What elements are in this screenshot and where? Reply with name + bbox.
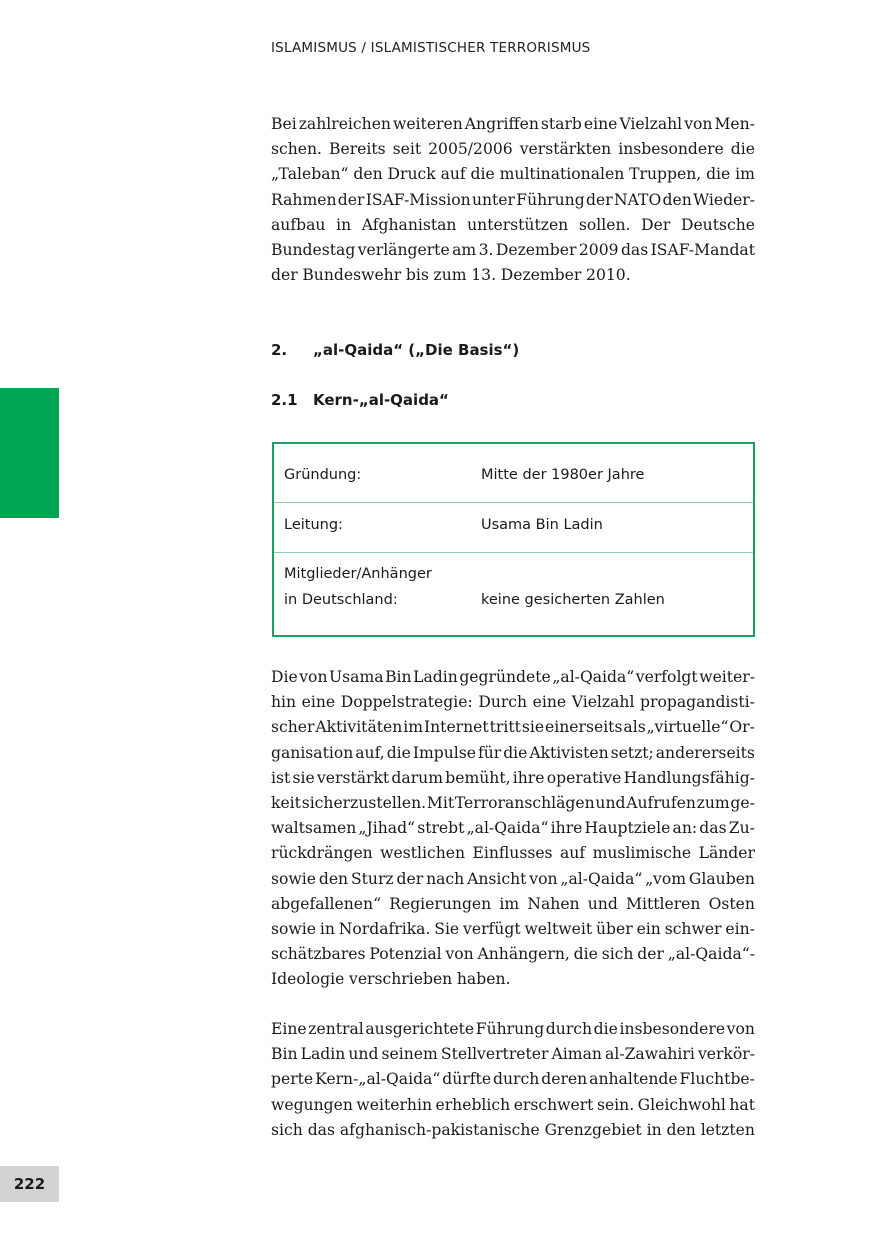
organization-info-table [272, 442, 755, 637]
members-label-line1: Mitglieder/Anhänger [284, 566, 432, 582]
text-line: sowie in Nordafrika. Sie verfügt weltweit über ein schwer ein- [271, 919, 755, 938]
text-line: sowie den Sturz der nach Ansicht von „al-Qaida“ „vom Glauben [271, 869, 755, 888]
members-value: keine gesicherten Zahlen [481, 592, 665, 608]
text-line: waltsamen „Jihad“ strebt „al-Qaida“ ihre Hauptziele an: das Zu- [271, 819, 755, 838]
founding-label: Gründung: [284, 467, 362, 483]
members-label [284, 561, 432, 613]
text-line: rückdrängen westlichen Einflusses auf muslimische Länder [271, 844, 755, 863]
text-line: der Bundeswehr bis zum 13. Dezember 2010. [271, 266, 631, 285]
text-line: Bundestag verlängerte am 3. Dezember 2009 das ISAF-Mandat [271, 240, 755, 259]
paragraph-al-qaida-strategy [271, 665, 755, 992]
subsection-number: 2.1 [271, 391, 298, 409]
text-line: ist sie verstärkt darum bemüht, ihre operative Handlungsfähig- [271, 768, 755, 787]
section-color-tab [0, 388, 59, 518]
text-line: abgefallenen“ Regierungen im Nahen und Mittleren Osten [271, 894, 755, 913]
info-row-founding [274, 444, 753, 503]
section-number: 2. [271, 341, 288, 359]
text-line: Eine zentral ausgerichtete Führung durch die insbesondere von [271, 1020, 755, 1038]
founding-value: Mitte der 1980er Jahre [481, 467, 645, 483]
text-line: hin eine Doppelstrategie: Durch eine Vielzahl propagandisti- [271, 693, 755, 712]
leadership-label: Leitung: [284, 517, 343, 533]
info-row-leadership [274, 503, 753, 553]
section-title: „al-Qaida“ („Die Basis“) [313, 341, 520, 359]
paragraph-afghanistan [271, 112, 755, 288]
text-line: Die von Usama Bin Ladin gegründete „al-Qaida“ verfolgt weiter- [271, 668, 755, 686]
section-heading-2-1 [271, 391, 449, 409]
text-line: Bei zahlreichen weiteren Angriffen starb eine Vielzahl von Men- [271, 115, 755, 133]
text-line: wegungen weiterhin erheblich erschwert sein. Gleichwohl hat [271, 1095, 755, 1114]
text-line: perte Kern-„al-Qaida“ dürfte durch deren anhaltende Fluchtbe- [271, 1070, 755, 1089]
running-head: ISLAMISMUS / ISLAMISTISCHER TERRORISMUS [271, 40, 591, 56]
text-line: sich das afghanisch-pakistanische Grenzgebiet in den letzten [271, 1120, 755, 1139]
text-line: Bin Ladin und seinem Stellvertreter Aiman al-Zawahiri verkör- [271, 1045, 755, 1064]
text-line: „Taleban“ den Druck auf die multinationalen Truppen, die im [271, 165, 755, 184]
text-line: scher Aktivitäten im Internet tritt sie einerseits als „virtuelle“ Or- [271, 718, 755, 737]
info-row-members [274, 553, 753, 635]
page-number: 222 [0, 1166, 59, 1202]
text-line: schen. Bereits seit 2005/2006 verstärkten insbesondere die [271, 140, 755, 159]
section-heading-2 [271, 341, 519, 359]
leadership-value: Usama Bin Ladin [481, 517, 603, 533]
text-line: ganisation auf, die Impulse für die Aktivisten setzt; andererseits [271, 743, 755, 762]
text-line: schätzbares Potenzial von Anhängern, die sich der „al-Qaida“- [271, 945, 755, 964]
members-label-line2: in Deutschland: [284, 592, 398, 608]
text-line: Rahmen der ISAF-Mission unter Führung der NATO den Wieder- [271, 190, 755, 209]
paragraph-core-al-qaida [271, 1017, 755, 1143]
subsection-title: Kern-„al-Qaida“ [313, 391, 449, 409]
text-line: aufbau in Afghanistan unterstützen sollen. Der Deutsche [271, 215, 755, 234]
text-line: Ideologie verschrieben haben. [271, 970, 511, 989]
text-line: keit sicherzustellen. Mit Terroranschlägen und Aufrufen zum ge- [271, 793, 755, 812]
